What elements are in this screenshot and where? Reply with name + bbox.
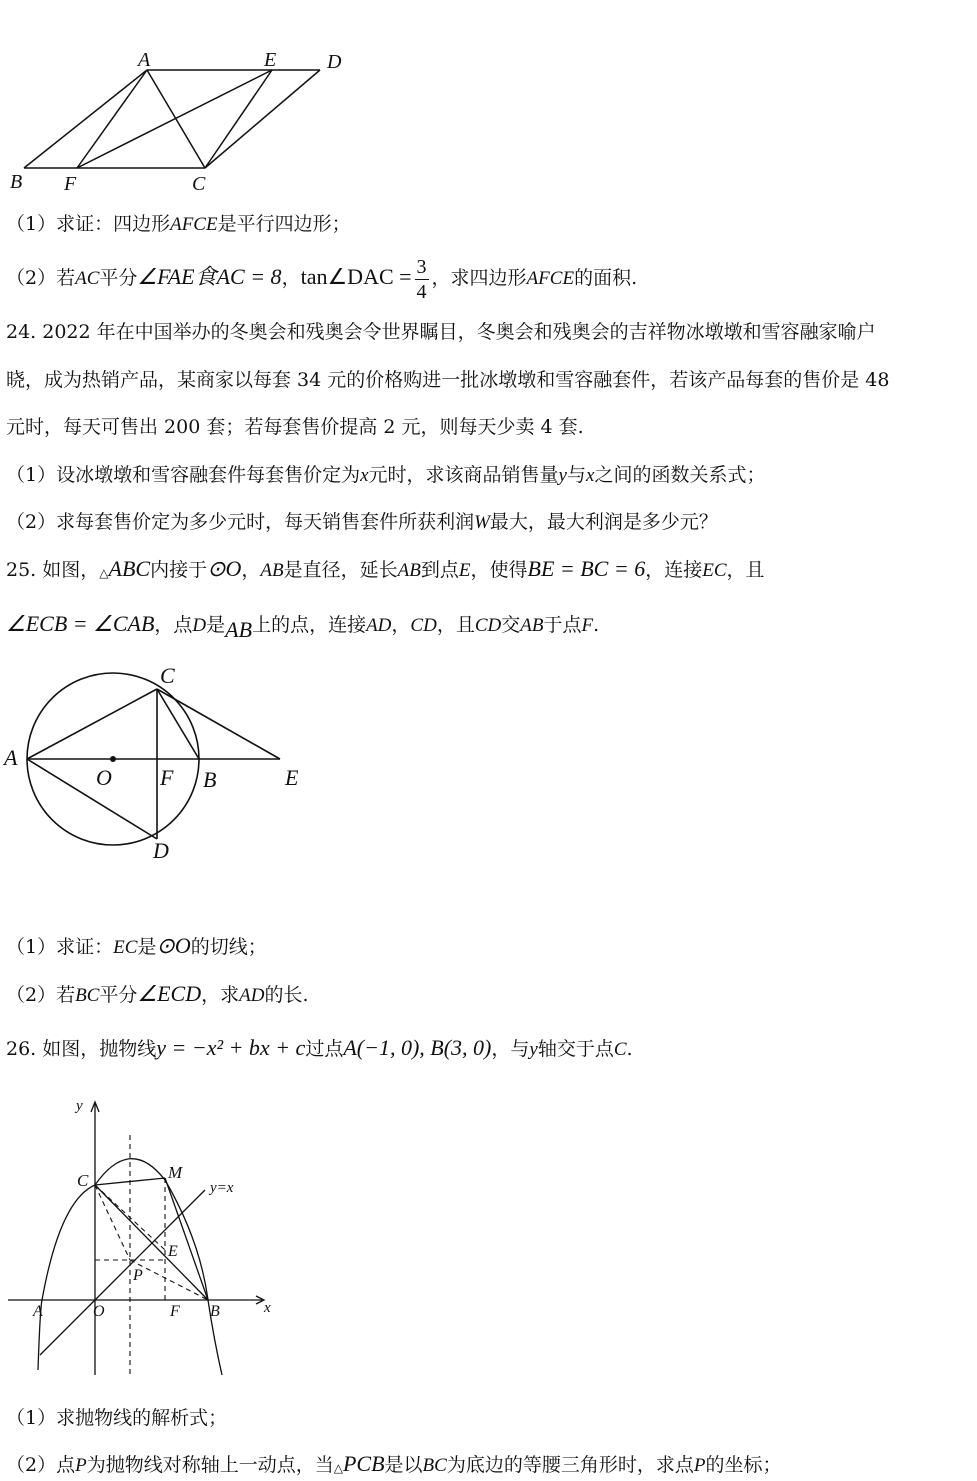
q24-line2: 晓，成为热销产品，某商家以每套 34 元的价格购进一批冰墩墩和雪容融套件，若该产品每套的售价是 48	[6, 369, 890, 391]
q25-part1: （1）求证：EC是⊙O的切线；	[6, 933, 267, 958]
label-F: F	[170, 1303, 180, 1320]
label-yx: y=x	[210, 1180, 234, 1196]
label-F: F	[64, 173, 77, 195]
label-D: D	[153, 838, 169, 863]
label-B: B	[10, 171, 23, 193]
label-y: y	[76, 1098, 83, 1114]
label-D: D	[327, 51, 342, 73]
label-C: C	[160, 663, 175, 688]
q24-line3: 元时，每天可售出 200 套；若每套售价提高 2 元，则每天少卖 4 套.	[6, 416, 584, 438]
label-C: C	[77, 1171, 89, 1190]
q24-part1: （1）设冰墩墩和雪容融套件每套售价定为x元时，求该商品销售量y与x之间的函数关系式；	[6, 464, 766, 486]
q24-part2: （2）求每套售价定为多少元时，每天销售套件所获利润W最大，最大利润是多少元？	[6, 511, 718, 533]
q25-line2: ∠ECB = ∠CAB，点D是AB上的点，连接AD，CD，且CD交AB于点F.	[6, 611, 600, 642]
q23-part2: （2）若AC平分∠FAE食AC = 8，tan∠DAC = $\frac{3}{4}$ ，求四边形AFCE的面积.	[6, 255, 638, 303]
label-P: P	[133, 1267, 143, 1284]
figure-parallelogram	[0, 0, 977, 200]
figure-parabola	[0, 1090, 977, 1390]
label-O: O	[93, 1303, 105, 1320]
q26-part2: （2）点P为抛物线对称轴上一动点，当△PCB是以BC为底边的等腰三角形时，求点P的坐标；	[6, 1451, 782, 1476]
label-B: B	[210, 1303, 220, 1320]
label-B: B	[203, 767, 217, 792]
q25-part2: （2）若BC平分∠ECD，求AD的长.	[6, 981, 309, 1006]
label-C: C	[192, 173, 206, 195]
label-E: E	[285, 765, 299, 790]
arc-AB: AB	[225, 617, 253, 642]
label-A: A	[33, 1303, 43, 1320]
fraction-3-4: $\frac{3}{4}$	[416, 255, 427, 303]
label-E: E	[264, 49, 277, 71]
label-x: x	[264, 1300, 271, 1316]
label-F: F	[160, 765, 174, 790]
q26-line1: 26. 如图，抛物线y = −x² + bx + c过点A(−1, 0), B(3, 0)，与y轴交于点C.	[6, 1035, 633, 1060]
label-A: A	[4, 745, 18, 770]
label-E: E	[168, 1243, 178, 1260]
label-O: O	[96, 765, 112, 790]
label-A: A	[138, 49, 151, 71]
q25-line1: 25. 如图，△ABC内接于⊙O，AB是直径，延长AB到点E，使得BE = BC = 6，连接EC，且	[6, 556, 765, 581]
q23-part1: （1）求证：四边形AFCE是平行四边形；	[6, 213, 351, 235]
q26-part1: （1）求抛物线的解析式；	[6, 1407, 228, 1429]
figure-circle	[0, 655, 977, 895]
q24-line1: 24. 2022 年在中国举办的冬奥会和残奥会令世界瞩目，冬奥会和残奥会的吉祥物冰墩墩和雪容融家喻户	[6, 321, 876, 343]
label-M: M	[168, 1163, 183, 1182]
